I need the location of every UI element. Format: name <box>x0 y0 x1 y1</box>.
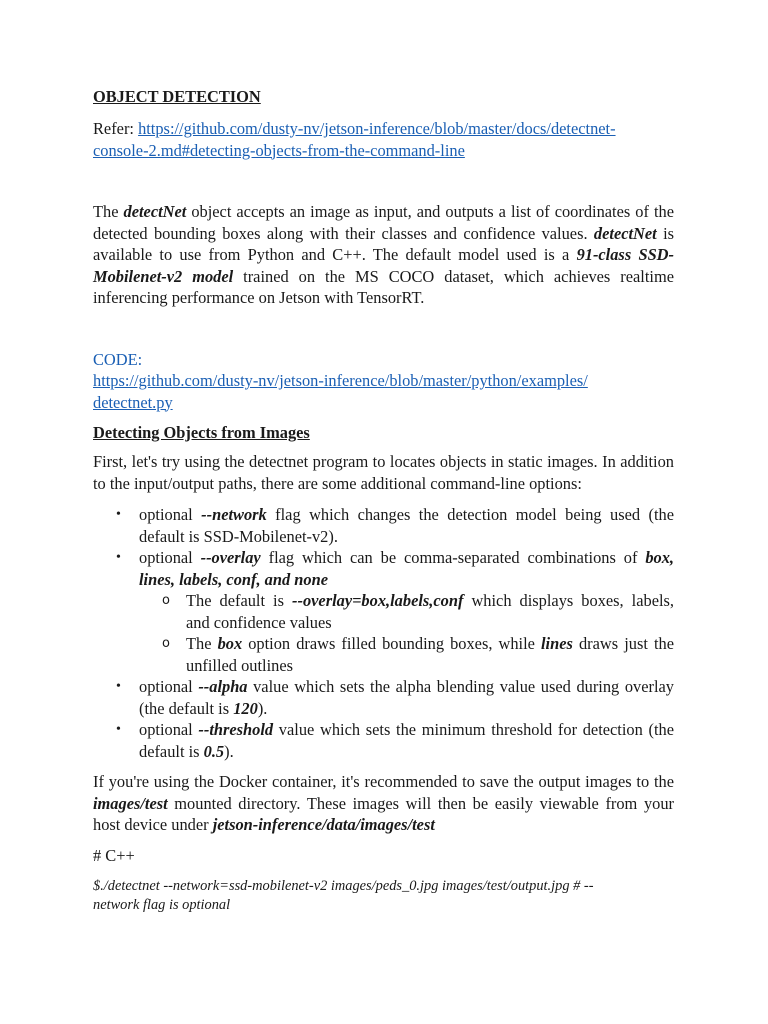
overlay-values: box, lines, labels, conf, and none <box>139 548 674 589</box>
cpp-command-line1: $./detectnet --network=ssd-mobilenet-v2 images/peds_0.jpg images/test/output.jpg # -- <box>93 878 594 894</box>
document-page <box>93 85 674 915</box>
docker-paragraph <box>93 771 674 836</box>
option-text: option draws filled bounding boxes, while <box>242 634 541 653</box>
option-text: which displays boxes, labels, and confidence values <box>186 591 675 632</box>
option-text: optional <box>139 548 201 567</box>
option-threshold <box>93 719 674 762</box>
docker-text-2: mounted directory. These images will then be easily viewable from your host device under <box>93 793 674 834</box>
option-flag: --threshold <box>198 720 274 739</box>
intro-text-2: object accepts an image as input, and outputs a list of coordinates of the detected bounding boxes along with their classes and confidence values. <box>93 202 674 243</box>
option-text: optional <box>139 720 199 739</box>
sub-bullet-icon: o <box>162 636 170 651</box>
option-bold: box <box>217 634 243 653</box>
overlay-box-option <box>139 633 674 676</box>
refer-link[interactable] <box>93 119 616 160</box>
bullet-dot-icon: • <box>116 550 121 565</box>
cpp-command <box>93 877 674 915</box>
option-text: value which sets the alpha blending value used during overlay (the default is <box>139 677 674 718</box>
intro-text-4: trained on the MS COCO dataset, which achieves realtime inferencing performance on Jetson with TensorRT. <box>93 266 674 307</box>
sub-bullet-icon: o <box>162 593 170 608</box>
option-flag: --network <box>201 505 267 524</box>
intro-text-3: is available to use from Python and C++. The default model used is a <box>93 223 675 264</box>
option-flag: --alpha <box>198 677 248 696</box>
page-title: OBJECT DETECTION <box>93 87 261 106</box>
option-text: draws just the unfilled outlines <box>186 634 674 675</box>
option-text: ). <box>257 698 268 718</box>
code-link-line2: detectnet.py <box>93 392 173 412</box>
refer-link-line2: console-2.md#detecting-objects-from-the-command-line <box>93 140 465 160</box>
option-alpha <box>93 676 674 719</box>
option-text: The default is <box>186 591 293 610</box>
bullet-dot-icon: • <box>116 679 121 694</box>
refer-link-line1: https://github.com/dusty-nv/jetson-inference/blob/master/docs/detectnet- <box>138 119 616 138</box>
option-default-value: 120 <box>233 698 258 718</box>
option-overlay <box>93 547 674 676</box>
bullet-dot-icon: • <box>116 507 121 522</box>
intro-bold-model: 91-class SSD-Mobilenet-v2 model <box>93 245 674 286</box>
option-flag: --overlay=box,labels,conf <box>292 591 464 610</box>
overlay-sublist <box>139 590 674 676</box>
intro-text-1: The <box>93 202 124 221</box>
option-network <box>93 504 674 547</box>
intro-bold-detectnet-2: detectNet <box>593 223 657 243</box>
docker-bold-images-test: images/test <box>93 793 168 813</box>
code-link[interactable] <box>93 371 588 412</box>
option-text: The <box>186 634 218 653</box>
cpp-label: # C++ <box>93 845 135 865</box>
intro-bold-detectnet: detectNet <box>123 202 187 221</box>
code-paragraph <box>93 349 674 414</box>
option-text: flag which changes the detection model being used (the default is SSD-Mobilenet-v2). <box>139 505 674 546</box>
option-text: optional <box>139 505 202 524</box>
option-flag: --overlay <box>200 548 261 567</box>
options-list <box>93 504 674 762</box>
refer-paragraph <box>93 118 674 161</box>
refer-label: Refer: <box>93 119 134 138</box>
docker-text-1: If you're using the Docker container, it's recommended to save the output images to the <box>93 772 674 791</box>
option-text: flag which can be comma-separated combinations of <box>260 548 646 567</box>
bullet-dot-icon: • <box>116 722 121 737</box>
section-heading: Detecting Objects from Images <box>93 423 310 442</box>
option-text: ). <box>224 741 234 761</box>
docker-bold-path: jetson-inference/data/images/test <box>212 815 435 834</box>
code-label: CODE: <box>93 349 143 369</box>
cpp-command-line2: network flag is optional <box>93 897 231 913</box>
option-text: value which sets the minimum threshold for detection (the default is <box>139 720 674 761</box>
code-link-line1: https://github.com/dusty-nv/jetson-inference/blob/master/python/examples/ <box>93 371 588 390</box>
intro-paragraph <box>93 201 674 309</box>
overlay-default <box>139 590 674 633</box>
option-text: optional <box>139 677 199 696</box>
section-intro: First, let's try using the detectnet program to locates objects in static images. In addition to the input/output paths, there are some additional command-line options: <box>93 452 674 493</box>
option-default-value: 0.5 <box>203 741 225 761</box>
option-bold: lines <box>541 634 573 653</box>
